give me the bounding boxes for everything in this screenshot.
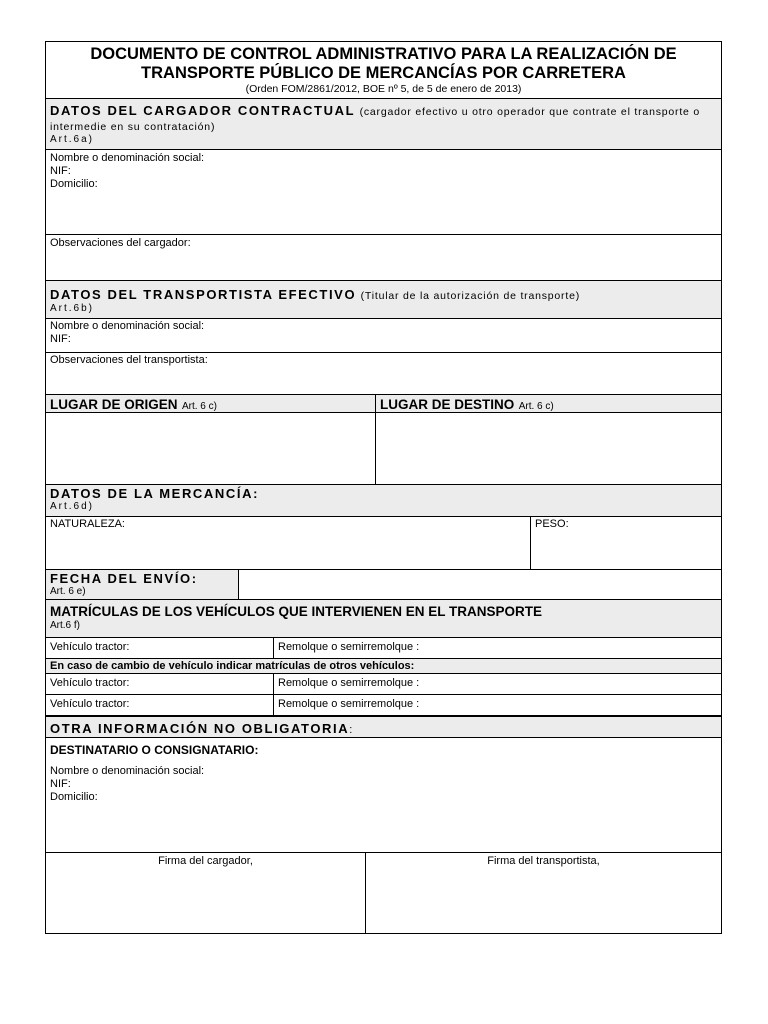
vehiculo-tractor-field[interactable] bbox=[46, 638, 274, 658]
destino-field[interactable] bbox=[376, 413, 721, 484]
fecha-art: Art. 6 e) bbox=[50, 586, 86, 597]
fecha-heading: FECHA DEL ENVÍO: bbox=[50, 571, 198, 586]
cargador-observaciones-field[interactable] bbox=[46, 235, 721, 281]
remolque-label: Remolque o semirremolque : bbox=[278, 641, 420, 653]
cargador-heading: DATOS DEL CARGADOR CONTRACTUAL bbox=[50, 103, 356, 118]
cargador-fields[interactable] bbox=[46, 150, 721, 235]
destinatario-name-label: Nombre o denominación social: bbox=[50, 765, 205, 777]
vehiculos-row bbox=[46, 695, 721, 716]
otra-info-section-header bbox=[46, 716, 721, 738]
destino-heading: LUGAR DE DESTINO bbox=[380, 397, 515, 412]
cargador-section-header bbox=[46, 99, 721, 150]
fecha-header bbox=[46, 570, 239, 599]
document-title-line2: TRANSPORTE PÚBLICO DE MERCANCÍAS POR CARRETERA bbox=[141, 64, 626, 82]
vehiculo-tractor-label: Vehículo tractor: bbox=[50, 698, 130, 710]
destino-header bbox=[376, 395, 721, 412]
transportista-name-label: Nombre o denominación social: bbox=[50, 320, 205, 332]
remolque-field[interactable] bbox=[274, 674, 721, 694]
origen-heading: LUGAR DE ORIGEN bbox=[50, 397, 178, 412]
remolque-label: Remolque o semirremolque : bbox=[278, 677, 420, 689]
mercancia-fields-row bbox=[46, 517, 721, 570]
cambio-vehiculo-note: En caso de cambio de vehículo indicar matrículas de otros vehículos: bbox=[50, 660, 415, 672]
lugares-header-row bbox=[46, 395, 721, 413]
peso-field[interactable] bbox=[531, 517, 721, 569]
destinatario-domicilio-label: Domicilio: bbox=[50, 791, 98, 803]
vehiculos-row bbox=[46, 674, 721, 695]
otra-info-heading: OTRA INFORMACIÓN NO OBLIGATORIA bbox=[50, 721, 350, 736]
remolque-field[interactable] bbox=[274, 638, 721, 658]
matriculas-section-header bbox=[46, 600, 721, 638]
vehiculo-tractor-label: Vehículo tractor: bbox=[50, 641, 130, 653]
fecha-row bbox=[46, 570, 721, 600]
cambio-vehiculo-note-row bbox=[46, 659, 721, 674]
cargador-nif-label: NIF: bbox=[50, 165, 71, 177]
destinatario-section[interactable] bbox=[46, 738, 721, 853]
cargador-name-label: Nombre o denominación social: bbox=[50, 152, 205, 164]
transport-control-document bbox=[45, 41, 722, 934]
vehiculo-tractor-field[interactable] bbox=[46, 695, 274, 715]
firmas-row bbox=[46, 853, 721, 933]
transportista-note: (Titular de la autorización de transporte) bbox=[360, 290, 581, 302]
firma-cargador-label: Firma del cargador, bbox=[158, 855, 253, 867]
origen-field[interactable] bbox=[46, 413, 376, 484]
document-title-line1: DOCUMENTO DE CONTROL ADMINISTRATIVO PARA LA REALIZACIÓN DE bbox=[90, 45, 677, 63]
vehiculo-tractor-field[interactable] bbox=[46, 674, 274, 694]
origen-art: Art. 6 c) bbox=[181, 401, 217, 412]
lugares-fields-row bbox=[46, 413, 721, 485]
cargador-note: (cargador efectivo u otro operador que contrate el transporte o intermedie en su contratación) bbox=[50, 106, 701, 133]
transportista-section-header bbox=[46, 281, 721, 319]
cargador-domicilio-label: Domicilio: bbox=[50, 178, 98, 190]
mercancia-art: Art.6d) bbox=[50, 501, 95, 512]
remolque-field[interactable] bbox=[274, 695, 721, 715]
naturaleza-field[interactable] bbox=[46, 517, 531, 569]
mercancia-heading: DATOS DE LA MERCANCÍA: bbox=[50, 486, 260, 501]
destino-art: Art. 6 c) bbox=[518, 401, 554, 412]
cargador-art: Art.6a) bbox=[50, 134, 95, 145]
destinatario-heading: DESTINATARIO O CONSIGNATARIO: bbox=[50, 743, 259, 757]
naturaleza-label: NATURALEZA: bbox=[50, 518, 125, 530]
transportista-observaciones-field[interactable] bbox=[46, 353, 721, 395]
fecha-field[interactable] bbox=[239, 570, 721, 599]
transportista-fields[interactable] bbox=[46, 319, 721, 353]
vehiculo-tractor-label: Vehículo tractor: bbox=[50, 677, 130, 689]
firma-transportista-label: Firma del transportista, bbox=[487, 855, 600, 867]
transportista-art: Art.6b) bbox=[50, 303, 95, 314]
matriculas-heading: MATRÍCULAS DE LOS VEHÍCULOS QUE INTERVIENEN EN EL TRANSPORTE bbox=[50, 604, 543, 619]
origen-header bbox=[46, 395, 376, 412]
firma-transportista-box[interactable] bbox=[366, 853, 721, 933]
otra-info-colon: : bbox=[349, 724, 353, 736]
transportista-heading: DATOS DEL TRANSPORTISTA EFECTIVO bbox=[50, 287, 357, 302]
matriculas-art: Art.6 f) bbox=[50, 620, 81, 631]
vehiculos-row bbox=[46, 638, 721, 659]
destinatario-nif-label: NIF: bbox=[50, 778, 71, 790]
document-header bbox=[46, 42, 721, 99]
transportista-nif-label: NIF: bbox=[50, 333, 71, 345]
firma-cargador-box[interactable] bbox=[46, 853, 366, 933]
cargador-observaciones-label: Observaciones del cargador: bbox=[50, 237, 191, 249]
transportista-observaciones-label: Observaciones del transportista: bbox=[50, 354, 208, 366]
remolque-label: Remolque o semirremolque : bbox=[278, 698, 420, 710]
mercancia-section-header bbox=[46, 485, 721, 517]
peso-label: PESO: bbox=[535, 518, 569, 530]
document-subtitle: (Orden FOM/2861/2012, BOE nº 5, de 5 de enero de 2013) bbox=[245, 83, 522, 95]
